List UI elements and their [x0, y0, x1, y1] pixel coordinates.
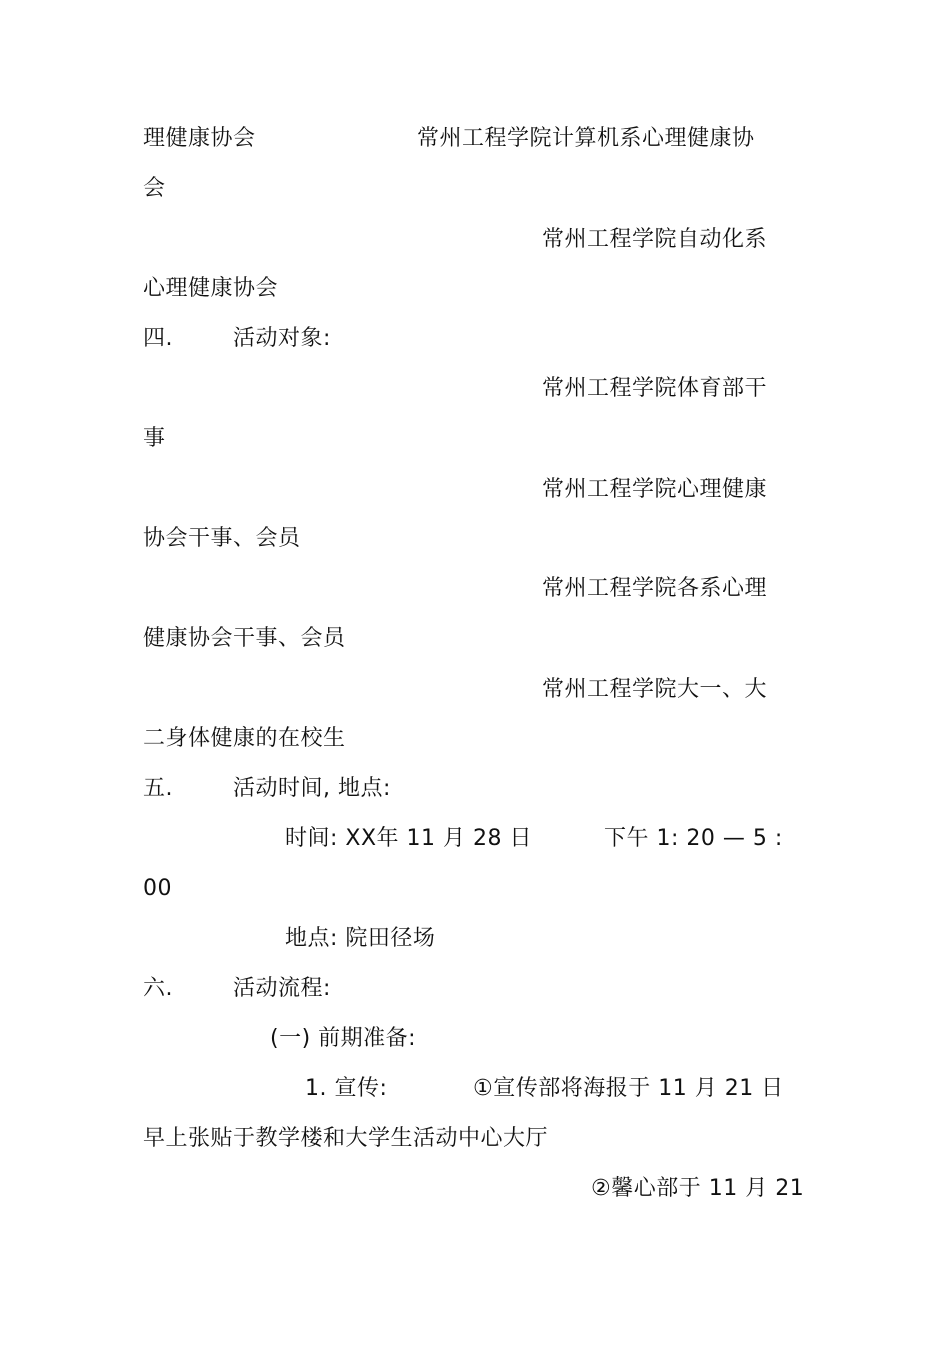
text-line: 常州工程学院大一、大: [542, 677, 768, 702]
text-line: 常州工程学院体育部干: [542, 376, 768, 401]
text-line: 00: [143, 876, 172, 901]
text-line: 常州工程学院心理健康: [542, 477, 768, 502]
section-number: 五.: [143, 776, 173, 801]
list-item-label: 1. 宣传:: [305, 1076, 388, 1101]
subsection-heading: (一) 前期准备:: [270, 1026, 417, 1051]
text-line: 时间: XX年 11 月 28 日: [285, 826, 533, 851]
text-line: 下午 1: 20 — 5 :: [604, 826, 783, 851]
section-number: 四.: [143, 326, 173, 351]
section-heading: 活动对象:: [233, 326, 331, 351]
text-line: 理健康协会: [143, 126, 256, 151]
text-line: 常州工程学院计算机系心理健康协: [417, 126, 755, 151]
text-line: 会: [143, 176, 166, 201]
text-line: 常州工程学院各系心理: [542, 576, 768, 601]
text-line: 地点: 院田径场: [285, 926, 436, 951]
section-heading: 活动时间, 地点:: [233, 776, 391, 801]
text-line: 二身体健康的在校生: [143, 726, 346, 751]
section-heading: 活动流程:: [233, 976, 331, 1001]
text-line: 常州工程学院自动化系: [542, 227, 768, 252]
text-line: ②馨心部于 11 月 21: [591, 1176, 805, 1201]
text-line: 事: [143, 426, 166, 451]
text-line: 健康协会干事、会员: [143, 626, 346, 651]
text-line: 心理健康协会: [143, 276, 279, 301]
text-line: ①宣传部将海报于 11 月 21 日: [473, 1076, 784, 1101]
text-line: 早上张贴于教学楼和大学生活动中心大厅: [143, 1126, 549, 1151]
text-line: 协会干事、会员: [143, 526, 301, 551]
section-number: 六.: [143, 976, 173, 1001]
